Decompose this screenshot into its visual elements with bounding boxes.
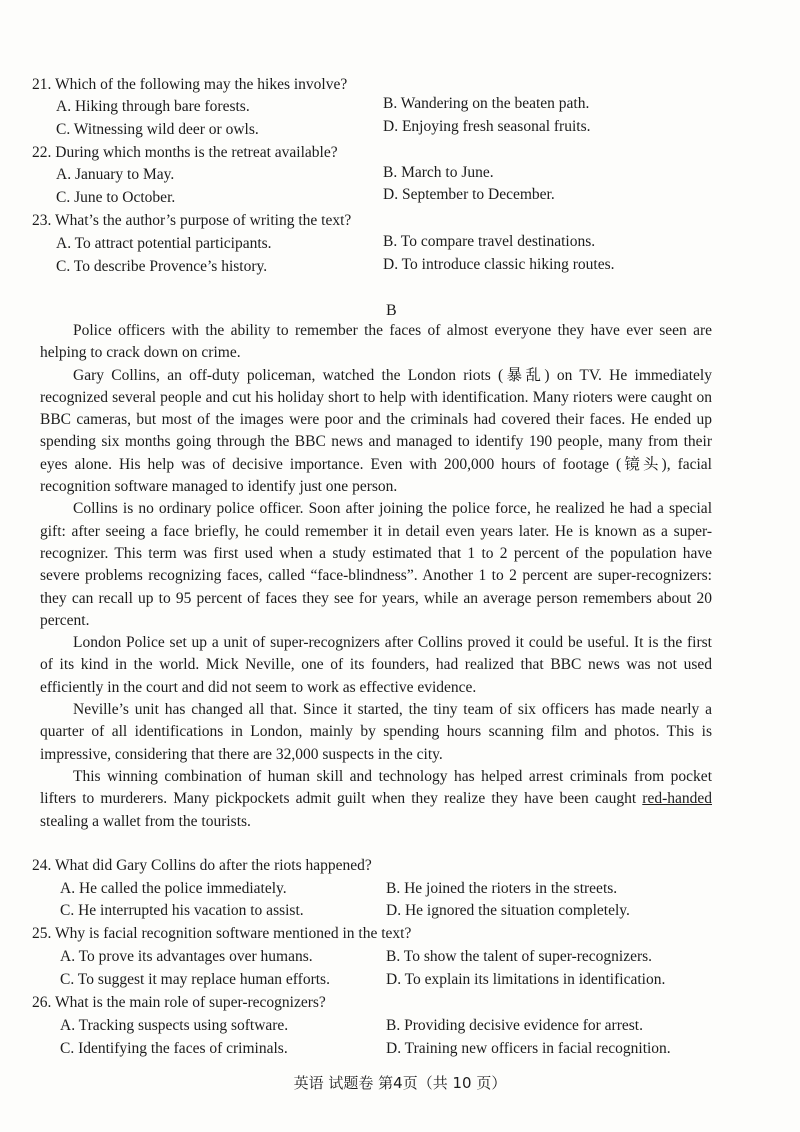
passage-paragraph: Gary Collins, an off-duty policeman, watched the London riots (暴乱) on TV. He immediately recognized several people and cut his holiday short to help with identification. Many rioters were caught on BBC cameras, but most of the images were poor and the criminals had covered their faces. He ended up spending six months going through the BBC news and managed to identify 190 people, many from their eyes alone. His help was of decisive importance. Even with 200,000 hours of footage (镜头), facial recognition software managed to identify just one person. — [40, 366, 712, 496]
answer-option: D. To explain its limitations in identification. — [386, 971, 666, 988]
question-stem: 24. What did Gary Collins do after the riots happened? — [32, 857, 372, 874]
answer-option: C. To describe Provence’s history. — [56, 258, 268, 275]
answer-option: D. Enjoying fresh seasonal fruits. — [383, 118, 591, 135]
paragraph-text: stealing a wallet from the tourists. — [40, 812, 251, 830]
answer-option: D. Training new officers in facial recognition. — [386, 1040, 671, 1057]
answer-option: A. To attract potential participants. — [56, 235, 272, 252]
paragraph-text: This winning combination of human skill and technology has helped arrest criminals from pocket lifters to murderers. Many pickpockets admit guilt when they realize they have been caught — [40, 767, 712, 808]
answer-option: D. To introduce classic hiking routes. — [383, 256, 615, 273]
underlined-phrase: red-handed — [642, 790, 712, 808]
question-stem: 25. Why is facial recognition software mentioned in the text? — [32, 925, 412, 942]
answer-option: B. Providing decisive evidence for arrest. — [386, 1017, 643, 1034]
answer-option: C. June to October. — [56, 189, 176, 206]
passage-paragraph: Collins is no ordinary police officer. Soon after joining the police force, he realized he had a special gift: after seeing a face briefly, he could remember it in detail even years later. He is known as a super-recognizer. This term was first used when a study estimated that 1 to 2 percent of the population have severe problems recognizing faces, called “face-blindness”. Another 1 to 2 percent are super-recognizers: they can recall up to 95 percent of faces they see for years, while an average person remembers about 20 percent. — [40, 500, 712, 629]
passage-paragraph: Police officers with the ability to remember the faces of almost everyone they have ever seen are helping to crack down on crime. — [40, 322, 712, 362]
answer-option: A. Hiking through bare forests. — [56, 98, 250, 115]
answer-option: B. He joined the rioters in the streets. — [386, 880, 618, 897]
question-stem: 22. During which months is the retreat available? — [32, 144, 338, 161]
answer-option: D. He ignored the situation completely. — [386, 902, 630, 919]
answer-option: A. January to May. — [56, 166, 175, 183]
page-footer: 英语 试题卷 第4页（共 10 页） — [293, 1074, 507, 1092]
answer-option: A. He called the police immediately. — [60, 880, 287, 897]
section-heading: B — [386, 302, 397, 319]
answer-option: A. To prove its advantages over humans. — [60, 948, 313, 965]
answer-option: B. To show the talent of super-recognizers. — [386, 948, 653, 965]
question-stem: 21. Which of the following may the hikes involve? — [32, 76, 348, 93]
answer-option: C. To suggest it may replace human efforts. — [60, 971, 330, 988]
answer-option: C. Identifying the faces of criminals. — [60, 1040, 288, 1057]
question-stem: 26. What is the main role of super-recognizers? — [32, 994, 326, 1011]
passage-paragraph — [40, 766, 712, 833]
passage-paragraph: Neville’s unit has changed all that. Since it started, the tiny team of six officers has made nearly a quarter of all identifications in London, mainly by spending hours scanning film and photos. This is impressive, considering that there are 32,000 suspects in the city. — [40, 701, 712, 763]
reading-passage — [40, 320, 712, 833]
answer-option: B. To compare travel destinations. — [383, 233, 596, 250]
answer-option: D. September to December. — [383, 186, 555, 203]
answer-option: B. Wandering on the beaten path. — [383, 95, 590, 112]
answer-option: C. He interrupted his vacation to assist. — [60, 902, 304, 919]
answer-option: B. March to June. — [383, 164, 494, 181]
answer-option: A. Tracking suspects using software. — [60, 1017, 289, 1034]
answer-option: C. Witnessing wild deer or owls. — [56, 121, 259, 138]
question-stem: 23. What’s the author’s purpose of writing the text? — [32, 212, 352, 229]
passage-paragraph: London Police set up a unit of super-recognizers after Collins proved it could be useful. It is the first of its kind in the world. Mick Neville, one of its founders, had realized that BBC news was not used efficiently in the court and did not seem to work as effective evidence. — [40, 634, 712, 696]
